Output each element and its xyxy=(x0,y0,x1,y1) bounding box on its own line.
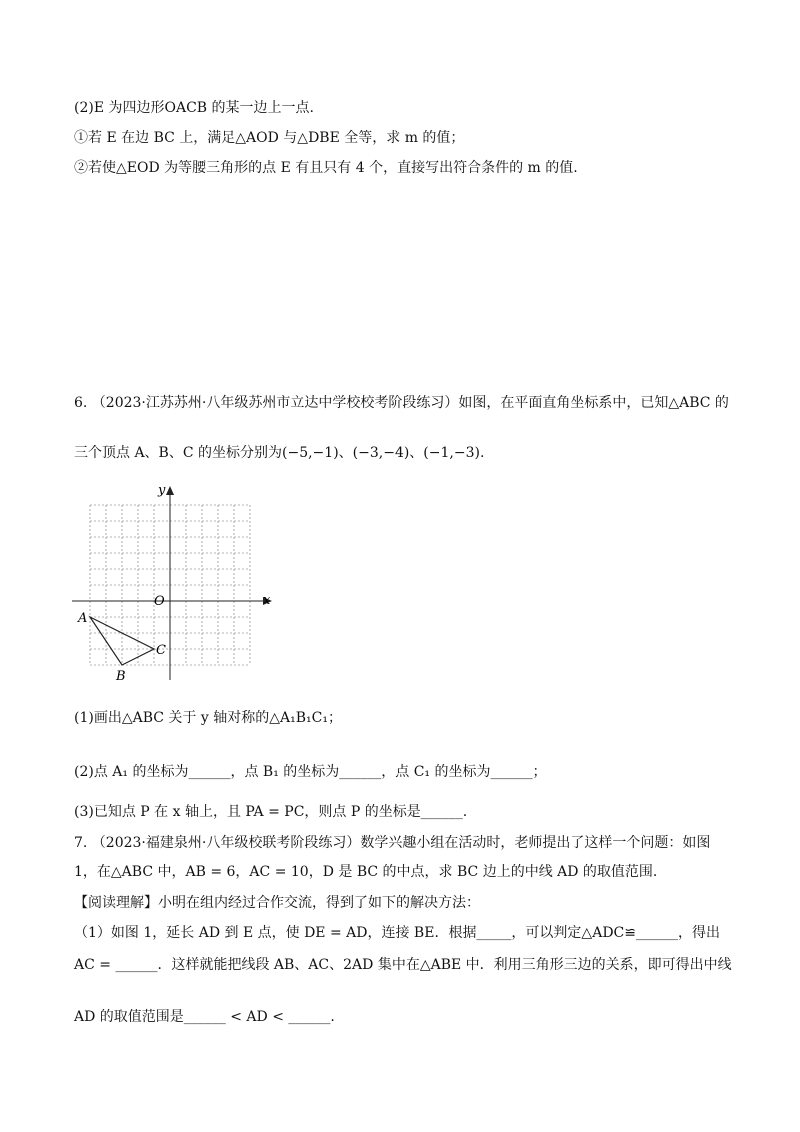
x-axis-label: x xyxy=(263,593,271,608)
problem7-line6: AD 的取值范围是______ < AD < ______. xyxy=(74,1009,335,1025)
problem7-line5: AC = ______．这样就能把线段 AB、AC、2AD 集中在△ABE 中．利用三角形三边的关系，即可得出中线 xyxy=(74,957,732,973)
coordinate-figure xyxy=(72,480,282,680)
y-axis-arrow xyxy=(166,486,174,495)
point-a-label: A xyxy=(78,611,88,626)
origin-label: O xyxy=(154,594,165,609)
point-c-label: C xyxy=(156,643,166,658)
y-axis-label: y xyxy=(158,483,166,498)
problem7-line4: （1）如图 1，延长 AD 到 E 点，使 DE = AD，连接 BE．根据_____，可以判定△ADC≌______，得出 xyxy=(74,925,720,941)
part2-question-2: ②若使△EOD 为等腰三角形的点 E 有且只有 4 个，直接写出符合条件的 m 的值. xyxy=(74,160,578,176)
problem6-sub1: (1)画出△ABC 关于 y 轴对称的△A₁B₁C₁； xyxy=(74,710,342,726)
problem6-line1: 6. （2023·江苏苏州·八年级苏州市立达中学校校考阶段练习）如图，在平面直角坐标系中，已知△ABC 的 xyxy=(74,395,729,411)
problem6-sub3: (3)已知点 P 在 x 轴上，且 PA = PC，则点 P 的坐标是______. xyxy=(74,804,468,820)
coordinate-grid xyxy=(72,480,282,680)
problem7-line1: 7. （2023·福建泉州·八年级校联考阶段练习）数学兴趣小组在活动时，老师提出了这样一个问题：如图 xyxy=(74,835,711,851)
part2-question-1: ①若 E 在边 BC 上，满足△AOD 与△DBE 全等，求 m 的值； xyxy=(74,130,465,146)
problem6-line2: 三个顶点 A、B、C 的坐标分别为(−5,−1)、(−3,−4)、(−1,−3). xyxy=(74,445,485,461)
point-b-label: B xyxy=(116,669,126,680)
problem7-line3: 【阅读理解】小明在组内经过合作交流，得到了如下的解决方法： xyxy=(74,895,480,911)
problem7-line2: 1，在△ABC 中，AB = 6，AC = 10，D 是 BC 的中点，求 BC 边上的中线 AD 的取值范围. xyxy=(74,864,658,880)
part2-intro: (2)E 为四边形OACB 的某一边上一点. xyxy=(74,100,314,116)
problem6-sub2: (2)点 A₁ 的坐标为______，点 B₁ 的坐标为______，点 C₁ 的坐标为______； xyxy=(74,764,547,780)
